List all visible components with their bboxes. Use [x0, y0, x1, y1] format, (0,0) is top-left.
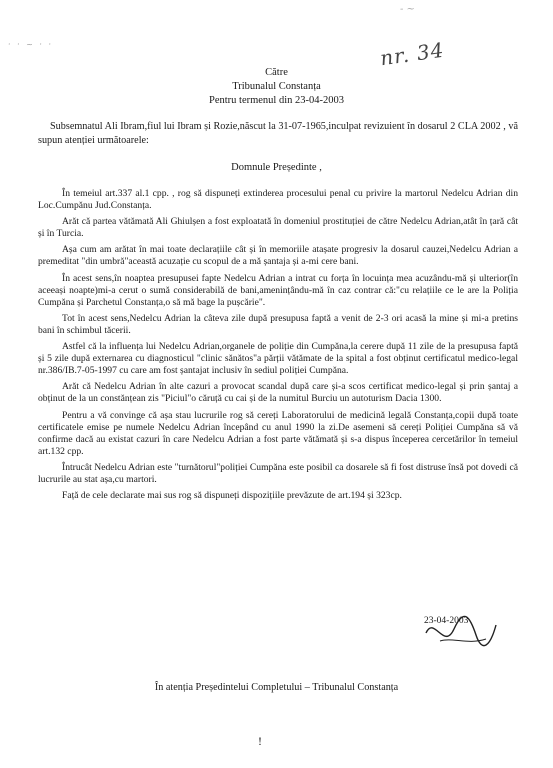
footer-attention-line: În atenția Președintelui Completului – Tribunalul Constanța: [154, 682, 399, 693]
handwritten-dash: - ~: [400, 4, 415, 15]
body-paragraph: Astfel că la influența lui Nedelcu Adrian,organele de poliție din Cumpăna,la cerere după 11 zile de la presupusa faptă și 5 zile după externarea cu diagnosticul "clinic sănătos"a părții vătămate de la spital a fost obținut certificatul medico-legal nr.386/IB.7-05-1997 cu care am fost șantajat inclusiv în sediul poliției Cumpăna.: [38, 341, 518, 377]
handwritten-registration-number: nr. 34: [378, 37, 446, 71]
addressee-court: Tribunalul Constanța: [232, 81, 321, 92]
body-paragraph: Așa cum am arătat în mai toate declarațiile cât și în memoriile atașate progresiv la dosarul cauzei,Nedelcu Adrian a premeditat "din umbră"această acuzație cu scopul de a mă șantaja și a-mi cere bani.: [38, 244, 518, 268]
hearing-term: Pentru termenul din 23-04-2003: [208, 95, 345, 106]
signature-date: 23-04-2003: [424, 616, 469, 626]
salutation: Domnule Președinte ,: [231, 162, 322, 173]
body-paragraph: Arăt că partea vătămată Ali Ghiulșen a fost exploatată în domeniul prostituției de către Nedelcu Adrian,atât în țară cât și în Turcia.: [38, 216, 518, 240]
body-paragraph: Arăt că Nedelcu Adrian în alte cazuri a provocat scandal după care și-a scos certificat medico-legal și prin șantaj a obținut de la un constănțean zis "Piciul"o căruță cu cai și de la numitul Burciu un autoturism Dacia 1300.: [38, 381, 518, 405]
addressee-block: [0, 66, 553, 108]
intro-text: Subsemnatul Ali Ibram,fiul lui Ibram și Rozie,născut la 31-07-1965,inculpat revizuient în dosarul 2 CLA 2002 , vă supun atenției următoarele:: [38, 121, 518, 147]
letter-body: [38, 188, 518, 506]
handwritten-signature: [420, 611, 500, 655]
addressee-to: Către: [265, 67, 288, 78]
body-paragraph: În acest sens,în noaptea presupusei fapte Nedelcu Adrian a intrat cu forța în locuința mea acuzându-mă și ulterior(în aceeași noapte)mi-a cerut o sumă considerabilă de bani,amenințându-mă în caz contrar că:"cu relațiile ce le are la Poliția Cumpăna și Parchetul Constanța,o să mă bage la pușcărie".: [38, 272, 518, 308]
intro-paragraph: [38, 120, 518, 148]
page-mark: !: [258, 734, 262, 748]
body-paragraph: Pentru a vă convinge că așa stau lucrurile rog să cereți Laboratorului de medicină legală Constanța,copii după toate certificatele emise pe numele Nedelcu Adrian începând cu anul 1990 la zi.De asemeni să cereți Poliției Cumpăna să vă confirme dacă au existat cazuri în care Nedelcu Adrian a fost parte vătămată și s-a dispus începerea cercetărilor în temeiul art.132 cpp.: [38, 409, 518, 457]
body-paragraph: Față de cele declarate mai sus rog să dispuneți dispozițiile prevăzute de art.194 și 323cp.: [62, 490, 402, 502]
body-paragraph: Întrucât Nedelcu Adrian este "turnătorul"poliției Cumpăna este posibil ca dosarele să fi fost distruse însă pot dovedi că lucrurile au stat așa,cu martori.: [38, 461, 518, 485]
handwritten-marks: · · ~ · ·: [8, 40, 54, 49]
body-paragraph: Tot în acest sens,Nedelcu Adrian la câteva zile după presupusa faptă a venit de 2-3 ori acasă la mine și mi-a pretins bani în schimbul tăcerii.: [38, 312, 518, 336]
body-paragraph: În temeiul art.337 al.1 cpp. , rog să dispuneți extinderea procesului penal cu privire la martorul Nedelcu Adrian din Loc.Cumpănu Jud.Constanța.: [38, 188, 518, 212]
